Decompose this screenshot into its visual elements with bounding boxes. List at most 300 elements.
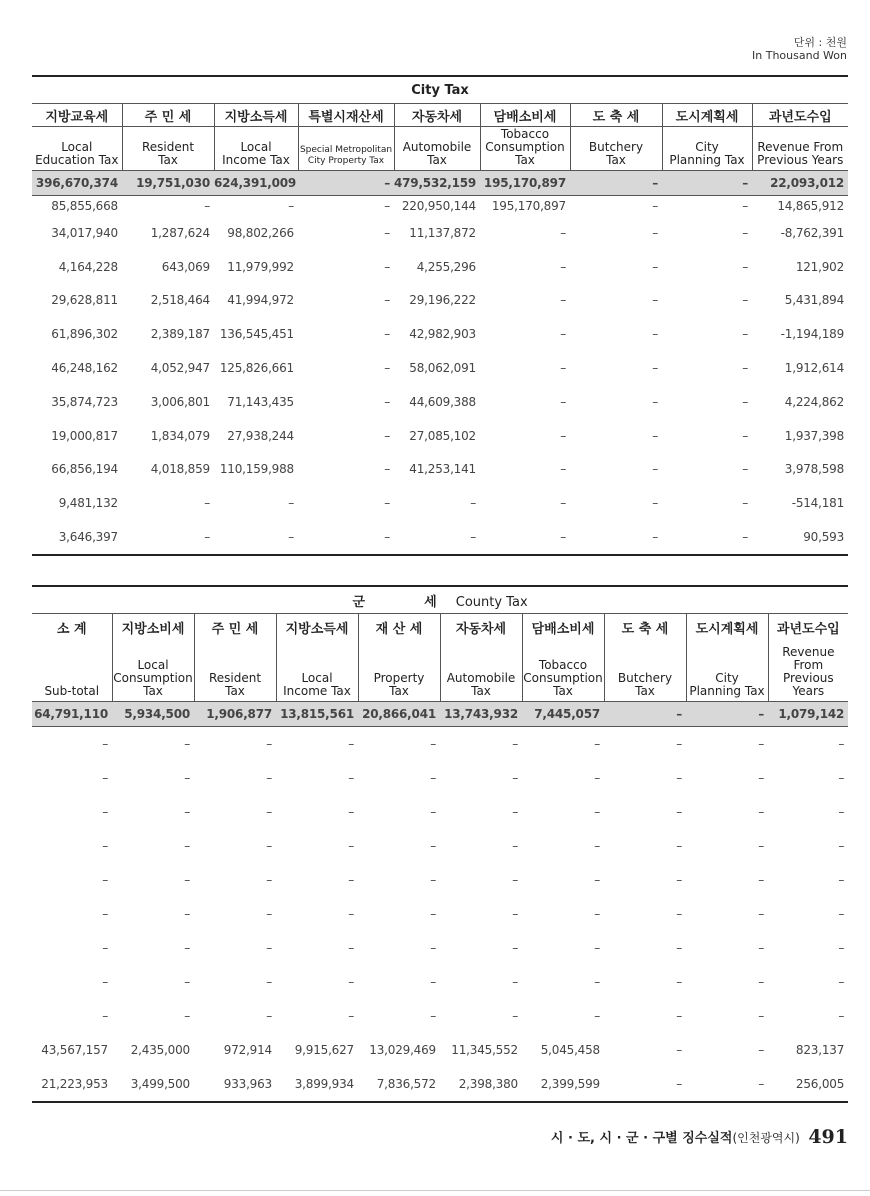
table-cell: – (348, 941, 354, 955)
table-cell: – (430, 1009, 436, 1023)
table-cell: – (594, 737, 600, 751)
table-cell: – (676, 1077, 682, 1091)
table-cell: – (838, 1009, 845, 1023)
unit-ko: 단위 : 천원 (793, 36, 847, 49)
total-cell: 20,866,041 (358, 702, 440, 727)
table-cell: -8,762,391 (780, 225, 845, 240)
table-row (32, 931, 848, 965)
total-cell: 22,093,012 (752, 171, 848, 196)
header-en-line: City (715, 671, 739, 685)
header-en-line: Tax (471, 684, 491, 698)
column-header-ko: 주 민 세 (122, 104, 214, 127)
table-row (32, 419, 848, 453)
table-cell: 933,963 (223, 1077, 272, 1091)
table-cell: – (102, 941, 108, 955)
column-header-en (480, 127, 570, 171)
table-cell: 3,978,598 (784, 462, 845, 477)
table-cell: – (266, 907, 272, 921)
column-header-en (112, 646, 194, 702)
table-cell: – (742, 496, 748, 511)
table-cell: 121,902 (795, 259, 845, 274)
table-cell: – (384, 428, 390, 443)
table-cell: 1,912,614 (784, 361, 845, 376)
table-cell: – (676, 907, 682, 921)
table-cell: 43,567,157 (41, 1043, 108, 1057)
table-cell: – (652, 293, 658, 308)
column-header-en (522, 646, 604, 702)
table-cell: 21,223,953 (41, 1077, 108, 1091)
table-cell: -1,194,189 (780, 327, 845, 342)
table-cell: 1,287,624 (150, 225, 210, 240)
table-cell: – (742, 394, 748, 409)
table-cell: 27,085,102 (409, 428, 476, 443)
table-cell: – (676, 737, 682, 751)
table-cell: – (348, 805, 354, 819)
table-cell: – (838, 975, 845, 989)
column-header-en (276, 646, 358, 702)
table-row (32, 486, 848, 520)
table-cell: – (594, 907, 600, 921)
table-cell: – (348, 975, 354, 989)
table-cell: – (676, 873, 682, 887)
table-cell: 41,253,141 (409, 462, 476, 477)
header-en-line: Property (373, 671, 425, 685)
table-cell: 5,431,894 (784, 293, 845, 308)
table-cell: – (430, 941, 436, 955)
table-cell: – (184, 907, 190, 921)
header-en-line: Local (240, 140, 272, 154)
column-header-ko: 지방소비세 (112, 614, 194, 647)
column-header-ko: 담배소비세 (522, 614, 604, 647)
table-cell: – (560, 496, 566, 511)
column-header-en (662, 127, 752, 171)
table-cell: – (676, 941, 682, 955)
table-cell: 44,609,388 (409, 394, 476, 409)
table-cell: – (266, 839, 272, 853)
table-cell: – (652, 361, 658, 376)
column-header-en (768, 646, 848, 702)
table-cell: – (560, 259, 566, 274)
total-cell: 624,391,009 (214, 171, 298, 196)
table-cell: – (512, 1009, 518, 1023)
table-cell: – (184, 975, 190, 989)
column-header-ko: 자동차세 (440, 614, 522, 647)
column-header-en (298, 127, 394, 171)
table-cell: – (676, 805, 682, 819)
table-cell: – (594, 771, 600, 785)
table-cell: – (266, 771, 272, 785)
table-cell: – (184, 805, 190, 819)
header-en-line: Tobacco (500, 127, 550, 141)
table-cell: – (560, 394, 566, 409)
column-header-ko: 도 축 세 (570, 104, 662, 127)
table-cell: 35,874,723 (51, 394, 118, 409)
table-cell: – (742, 361, 748, 376)
table-cell: 3,899,934 (294, 1077, 354, 1091)
header-en-line: Planning Tax (669, 153, 745, 167)
table-cell: – (676, 1043, 682, 1057)
table-cell: – (652, 259, 658, 274)
column-header-ko: 특별시재산세 (298, 104, 394, 127)
table-cell: 220,950,144 (401, 199, 476, 213)
total-cell: 396,670,374 (32, 171, 122, 196)
table-cell: – (430, 975, 436, 989)
table-cell: – (102, 1009, 108, 1023)
column-header-ko: 주 민 세 (194, 614, 276, 647)
table-cell: – (560, 361, 566, 376)
header-en-line: Education Tax (35, 153, 119, 167)
table-row (32, 453, 848, 487)
table-cell: – (758, 1077, 764, 1091)
table-row (32, 317, 848, 351)
table-cell: – (512, 975, 518, 989)
header-en-line: Tax (553, 684, 573, 698)
table-cell: – (512, 737, 518, 751)
total-row (32, 171, 848, 196)
table-cell: -514,181 (791, 496, 845, 511)
table-cell: – (758, 771, 764, 785)
table-cell: 27,938,244 (227, 428, 294, 443)
table-cell: – (512, 805, 518, 819)
table-cell: – (266, 737, 272, 751)
total-cell: – (686, 702, 768, 727)
table-row (32, 196, 848, 217)
table-cell: 66,856,194 (51, 462, 118, 477)
table-cell: 2,518,464 (150, 293, 210, 308)
county-tax-title (32, 586, 848, 614)
table-cell: 90,593 (803, 530, 845, 545)
table-row (32, 727, 848, 762)
table-cell: 29,628,811 (51, 293, 118, 308)
header-en-line: City Property Tax (307, 156, 385, 166)
table-cell: 9,481,132 (58, 496, 118, 511)
table-cell: – (742, 199, 748, 213)
table-cell: 2,389,187 (150, 327, 210, 342)
unit-note (752, 36, 847, 62)
total-cell: – (298, 171, 394, 196)
table-cell: – (594, 839, 600, 853)
table-cell: 58,062,091 (409, 361, 476, 376)
column-header-ko: 담배소비세 (480, 104, 570, 127)
table-cell: – (512, 771, 518, 785)
table-cell: – (560, 293, 566, 308)
unit-en: In Thousand Won (752, 49, 847, 62)
header-en-line: Tobacco (538, 658, 588, 672)
table-cell: – (594, 941, 600, 955)
total-row (32, 702, 848, 727)
table-cell: – (560, 530, 566, 545)
table-cell: 34,017,940 (51, 225, 118, 240)
column-header-ko: 소 계 (56, 622, 87, 637)
table-row (32, 250, 848, 284)
table-cell: 85,855,668 (51, 199, 118, 213)
table-cell: 9,915,627 (294, 1043, 354, 1057)
table-row (32, 965, 848, 999)
table-cell: – (204, 496, 210, 511)
column-header-en (358, 646, 440, 702)
table-row (32, 829, 848, 863)
table-cell: – (266, 941, 272, 955)
table-cell: – (470, 496, 476, 511)
table-row (32, 1067, 848, 1102)
table-cell: – (184, 873, 190, 887)
total-cell: 1,906,877 (194, 702, 276, 727)
table-cell: – (430, 737, 436, 751)
column-header-ko: 도 축 세 (604, 614, 686, 647)
county-title-ko-1: 군 (352, 594, 366, 610)
header-en-line: Sub-total (44, 684, 100, 698)
total-cell: – (604, 702, 686, 727)
county-title-en: County Tax (455, 594, 528, 610)
table-cell: – (758, 907, 764, 921)
table-cell: – (102, 907, 108, 921)
table-cell: – (384, 199, 390, 213)
table-cell: – (512, 873, 518, 887)
header-en-line: Tax (635, 684, 655, 698)
table-cell: – (348, 771, 354, 785)
table-cell: – (594, 873, 600, 887)
header-en-line: Local (137, 658, 169, 672)
table-cell: 98,802,266 (227, 225, 294, 240)
header-en-line: Consumption (523, 671, 603, 685)
header-en-line: Revenue From (782, 645, 835, 672)
table-row (32, 520, 848, 555)
table-cell: – (266, 805, 272, 819)
table-cell: – (430, 771, 436, 785)
table-cell: – (652, 496, 658, 511)
table-cell: – (384, 462, 390, 477)
table-cell: – (384, 394, 390, 409)
table-cell: – (676, 975, 682, 989)
total-cell: 479,532,159 (394, 171, 480, 196)
header-en-line: Previous Years (782, 671, 834, 698)
table-cell: – (184, 771, 190, 785)
table-cell: – (838, 805, 845, 819)
table-cell: 3,006,801 (150, 394, 210, 409)
header-en-line: Special Metropolitan (299, 145, 393, 155)
table-cell: – (204, 530, 210, 545)
header-en-line: Income Tax (283, 684, 351, 698)
total-cell: 64,791,110 (32, 702, 112, 727)
table-cell: 61,896,302 (51, 327, 118, 342)
column-header-en (32, 646, 112, 702)
footer-title: 시 · 도, 시 · 군 · 구별 징수실적 (550, 1131, 733, 1146)
table-cell: 14,865,912 (777, 199, 845, 213)
header-en-line: Automobile (402, 140, 472, 154)
header-en-line: Resident (208, 671, 262, 685)
county-title-ko-2: 세 (424, 594, 437, 610)
table-cell: – (266, 975, 272, 989)
table-cell: – (102, 975, 108, 989)
table-cell: – (348, 907, 354, 921)
table-cell: – (348, 873, 354, 887)
table-cell: – (266, 873, 272, 887)
table-cell: – (184, 1009, 190, 1023)
table-cell: 125,826,661 (219, 361, 294, 376)
column-header-en (32, 127, 122, 171)
table-row (32, 385, 848, 419)
total-cell: – (570, 171, 662, 196)
table-cell: – (742, 293, 748, 308)
table-cell: – (266, 1009, 272, 1023)
table-cell: – (512, 941, 518, 955)
table-cell: – (384, 327, 390, 342)
table-cell: 3,646,397 (58, 530, 118, 545)
table-cell: – (652, 462, 658, 477)
table-cell: – (348, 1009, 354, 1023)
table-cell: – (758, 1009, 764, 1023)
column-header-ko: 지방교육세 (32, 104, 122, 127)
table-row (32, 1033, 848, 1067)
header-en-line: Tax (225, 684, 245, 698)
table-cell: 2,398,380 (458, 1077, 518, 1091)
table-cell: – (742, 530, 748, 545)
total-cell: 13,743,932 (440, 702, 522, 727)
table-cell: – (742, 428, 748, 443)
total-cell: 1,079,142 (768, 702, 848, 727)
total-cell: – (662, 171, 752, 196)
table-cell: – (676, 1009, 682, 1023)
column-header-ko: 지방소득세 (276, 614, 358, 647)
total-cell: 5,934,500 (112, 702, 194, 727)
table-cell: – (288, 496, 294, 511)
table-cell: 4,164,228 (58, 259, 118, 274)
table-cell: – (758, 1043, 764, 1057)
table-cell: – (348, 839, 354, 853)
table-cell: 195,170,897 (491, 199, 566, 213)
header-en-line: Tax (143, 684, 163, 698)
header-en-line: Planning Tax (689, 684, 765, 698)
table-cell: – (560, 462, 566, 477)
table-cell: – (758, 941, 764, 955)
table-cell: – (430, 907, 436, 921)
header-en-line: Butchery (617, 671, 673, 685)
table-cell: 13,029,469 (369, 1043, 436, 1057)
table-cell: – (470, 530, 476, 545)
table-cell: 4,255,296 (416, 259, 476, 274)
header-en-line: Tax (427, 153, 447, 167)
column-header-en (570, 127, 662, 171)
table-cell: 4,018,859 (150, 462, 210, 477)
footer-region: (인천광역시) (732, 1131, 800, 1145)
table-cell: – (560, 428, 566, 443)
total-cell: 19,751,030 (122, 171, 214, 196)
table-row (32, 351, 848, 385)
table-cell: – (288, 530, 294, 545)
column-header-ko: 도시계획세 (662, 104, 752, 127)
column-header-en (604, 646, 686, 702)
header-en-line: Resident (141, 140, 195, 154)
table-row (32, 863, 848, 897)
table-row (32, 795, 848, 829)
header-en-line: Local (301, 671, 333, 685)
table-cell: 11,345,552 (451, 1043, 518, 1057)
header-en-line: Tax (606, 153, 626, 167)
table-cell: – (758, 737, 764, 751)
table-cell: – (758, 873, 764, 887)
column-header-ko: 자동차세 (394, 104, 480, 127)
table-cell: 7,836,572 (376, 1077, 436, 1091)
header-en-line: Consumption (485, 140, 565, 154)
table-cell: – (384, 530, 390, 545)
header-en-line: Revenue From (757, 140, 844, 154)
table-cell: – (594, 805, 600, 819)
column-header-en (194, 646, 276, 702)
table-cell: 823,137 (795, 1043, 845, 1057)
table-cell: 1,937,398 (784, 428, 845, 443)
table-cell: 42,982,903 (409, 327, 476, 342)
table-cell: 136,545,451 (219, 327, 294, 342)
table-cell: 256,005 (795, 1077, 845, 1091)
table-cell: 2,435,000 (130, 1043, 190, 1057)
column-header-ko: 재 산 세 (358, 614, 440, 647)
table-cell: – (430, 805, 436, 819)
header-en-line: Local (61, 140, 93, 154)
total-cell: 195,170,897 (480, 171, 570, 196)
table-cell: – (348, 737, 354, 751)
header-en-line: Automobile (446, 671, 516, 685)
city-tax-title: City Tax (32, 76, 848, 104)
table-cell: 71,143,435 (227, 394, 294, 409)
table-cell: – (184, 941, 190, 955)
table-cell: – (742, 327, 748, 342)
city-tax-table (32, 75, 848, 556)
county-tax-table (32, 585, 848, 1103)
table-cell: – (838, 941, 845, 955)
table-row (32, 761, 848, 795)
table-cell: – (560, 225, 566, 240)
table-cell: 11,137,872 (409, 225, 476, 240)
table-cell: – (652, 394, 658, 409)
table-row (32, 897, 848, 931)
page-footer (551, 1126, 848, 1148)
header-en-line: Butchery (588, 140, 644, 154)
table-cell: – (652, 530, 658, 545)
header-en-line: City (695, 140, 719, 154)
table-cell: – (102, 839, 108, 853)
header-en-line: Tax (158, 153, 178, 167)
table-cell: – (512, 839, 518, 853)
table-cell: 19,000,817 (51, 428, 118, 443)
table-cell: 11,979,992 (227, 259, 294, 274)
table-cell: – (384, 259, 390, 274)
table-cell: – (594, 1009, 600, 1023)
column-header-ko: 과년도수입 (752, 104, 848, 127)
column-header-en (394, 127, 480, 171)
column-header-ko: 도시계획세 (686, 614, 768, 647)
table-cell: – (838, 873, 845, 887)
table-cell: – (102, 771, 108, 785)
column-header-ko: 지방소득세 (214, 104, 298, 127)
table-cell: – (742, 462, 748, 477)
table-cell: – (384, 225, 390, 240)
table-cell: – (184, 839, 190, 853)
column-header-en (752, 127, 848, 171)
table-cell: – (102, 873, 108, 887)
table-cell: – (384, 496, 390, 511)
table-cell: 972,914 (223, 1043, 272, 1057)
table-cell: – (676, 771, 682, 785)
table-cell: 4,052,947 (150, 361, 210, 376)
table-cell: – (758, 975, 764, 989)
total-cell: 13,815,561 (276, 702, 358, 727)
table-cell: 643,069 (161, 259, 210, 274)
column-header-en (440, 646, 522, 702)
table-cell: 5,045,458 (540, 1043, 600, 1057)
table-cell: – (204, 199, 210, 213)
table-cell: 29,196,222 (409, 293, 476, 308)
table-cell: – (288, 199, 294, 213)
